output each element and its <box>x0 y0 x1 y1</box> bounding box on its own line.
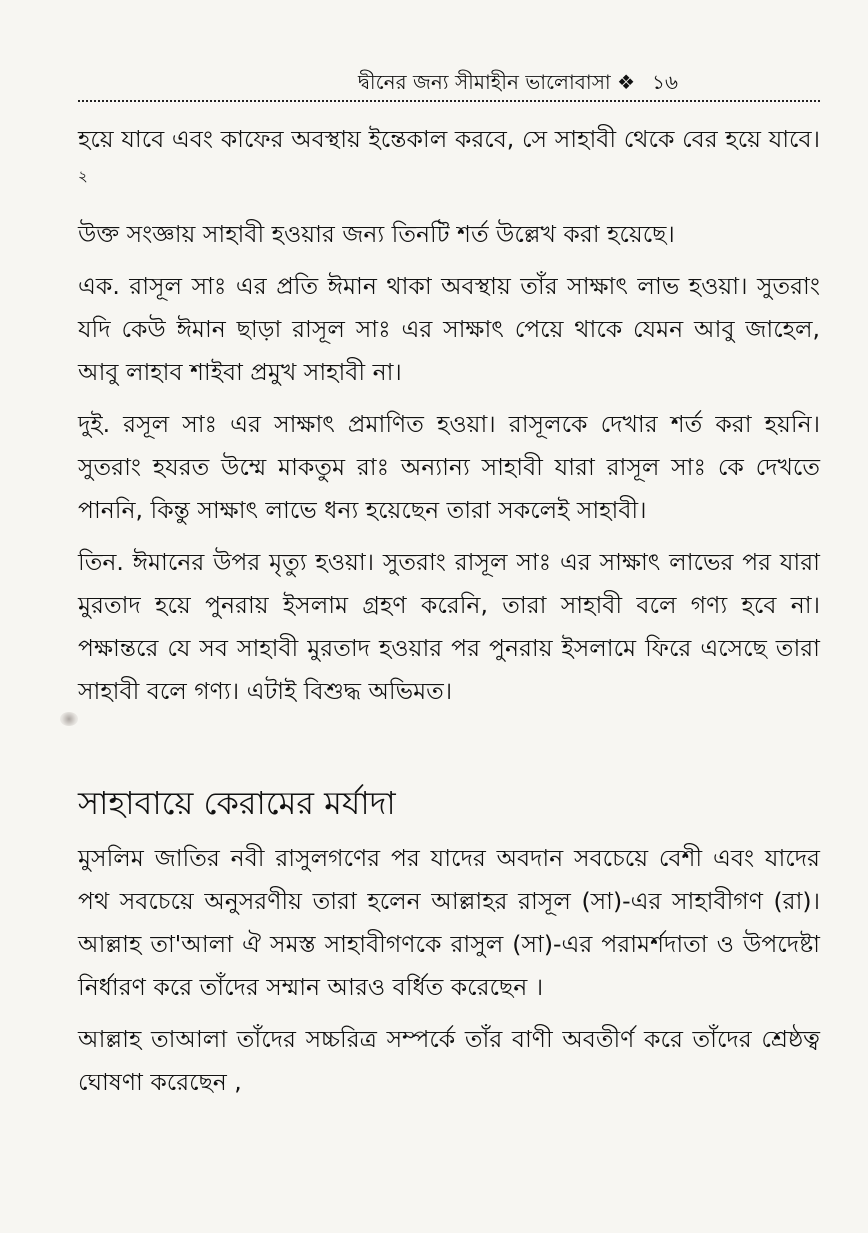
running-header <box>78 60 820 102</box>
paragraph-continuation <box>78 118 820 204</box>
paragraph-condition-one: এক. রাসূল সাঃ এর প্রতি ঈমান থাকা অবস্থায় তাঁর সাক্ষাৎ লাভ হওয়া। সুতরাং যদি কেউ ঈমান ছাড়া রাসূল সাঃ এর সাক্ষাৎ পেয়ে থাকে যেমন আবু জাহেল, আবু লাহাব শাইবা প্রমুখ সাহাবী না। <box>78 272 820 386</box>
footnote-marker: ২ <box>78 167 88 186</box>
paragraph-status-character: আল্লাহ তাআলা তাঁদের সচ্চরিত্র সম্পর্কে তাঁর বাণী অবতীর্ণ করে তাঁদের শ্রেষ্ঠত্ব ঘোষণা করেছেন , <box>78 1025 820 1096</box>
page-body <box>78 118 820 1113</box>
paragraph-condition-two: দুই. রসূল সাঃ এর সাক্ষাৎ প্রমাণিত হওয়া। রাসূলকে দেখার শর্ত করা হয়নি। সুতরাং হযরত উম্মে মাকতুম রাঃ অন্যান্য সাহাবী যারা রাসূল সাঃ কে দেখতে পাননি, কিন্তু সাক্ষাৎ লাভে ধন্য হয়েছেন তারা সকলেই সাহাবী। <box>78 410 820 524</box>
paragraph-text: হয়ে যাবে এবং কাফের অবস্থায় ইন্তেকাল করবে, সে সাহাবী থেকে বের হয়ে যাবে। <box>78 125 820 153</box>
header-dotted-rule <box>78 100 820 102</box>
section-heading: সাহাবায়ে কেরামের মর্যাদা <box>78 784 396 822</box>
paragraph-condition-three: তিন. ঈমানের উপর মৃত্যু হওয়া। সুতরাং রাসূল সাঃ এর সাক্ষাৎ লাভের পর যারা মুরতাদ হয়ে পুনরায় ইসলাম গ্রহণ করেনি, তারা সাহাবী বলে গণ্য হবে না। পক্ষান্তরে যে সব সাহাবী মুরতাদ হওয়ার পর পুনরায় ইসলামে ফিরে এসেছে তারা সাহাবী বলে গণ্য। এটাই বিশুদ্ধ অভিমত। <box>78 548 820 705</box>
paragraph-conditions-intro: উক্ত সংজ্ঞায় সাহাবী হওয়ার জন্য তিনটি শর্ত উল্লেখ করা হয়েছে। <box>78 220 675 248</box>
header-title: দ্বীনের জন্য সীমাহীন ভালোবাসা ❖ <box>358 70 635 94</box>
ink-smudge <box>60 712 78 726</box>
paragraph-status-intro: মুসলিম জাতির নবী রাসুলগণের পর যাদের অবদান সবচেয়ে বেশী এবং যাদের পথ সবচেয়ে অনুসরণীয় তারা হলেন আল্লাহর রাসূল (সা)-এর সাহাবীগণ (রা)। আল্লাহ তা'আলা ঐ সমস্ত সাহাবীগণকে রাসুল (সা)-এর পরামর্শদাতা ও উপদেষ্টা নির্ধারণ করে তাঁদের সম্মান আরও বর্ধিত করেছেন । <box>78 844 820 1001</box>
page-number: ১৬ <box>652 70 678 94</box>
